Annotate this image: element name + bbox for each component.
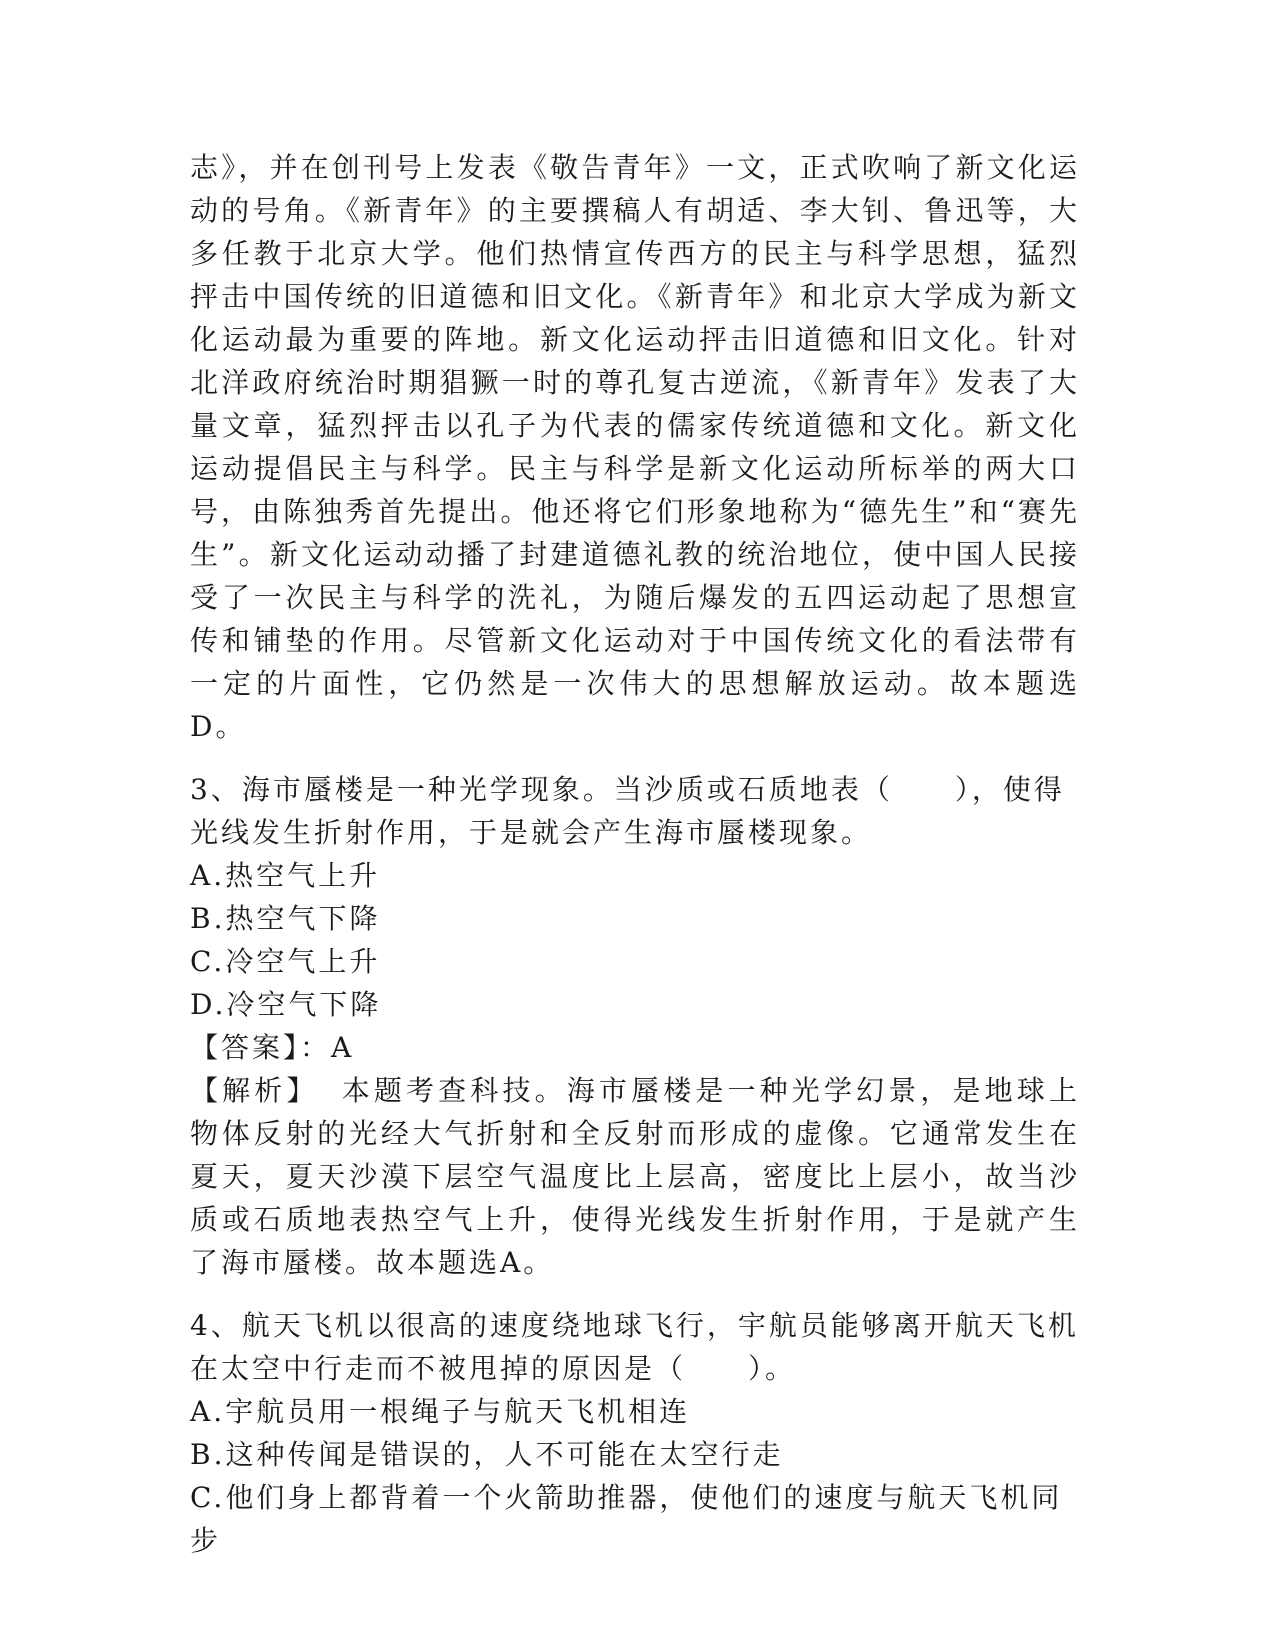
- option-a: A.宇航员用一根绳子与航天飞机相连: [190, 1395, 691, 1428]
- document-page: [190, 146, 1080, 1562]
- continuation-paragraph: 志》，并在创刊号上发表《敬告青年》一文，正式吹响了新文化运动的号角。《新青年》的主要撰稿人有胡适、李大钊、鲁迅等，大多任教于北京大学。他们热情宣传西方的民主与科学思想，猛烈抨击中国传统的旧道德和旧文化。《新青年》和北京大学成为新文化运动最为重要的阵地。新文化运动抨击旧道德和旧文化。针对北洋政府统治时期猖獗一时的尊孔复古逆流，《新青年》发表了大量文章，猛烈抨击以孔子为代表的儒家传统道德和文化。新文化运动提倡民主与科学。民主与科学是新文化运动所标举的两大口号，由陈独秀首先提出。他还将它们形象地称为“德先生”和“赛先生”。新文化运动动播了封建道德礼教的统治地位，使中国人民接受了一次民主与科学的洗礼，为随后爆发的五四运动起了思想宣传和铺垫的作用。尽管新文化运动对于中国传统文化的看法带有一定的片面性，它仍然是一次伟大的思想解放运动。故本题选D。: [190, 151, 1080, 743]
- option-c: C.他们身上都背着一个火箭助推器，使他们的速度与航天飞机同步: [190, 1481, 1063, 1557]
- answer-label: 【答案】：: [190, 1031, 332, 1064]
- question-stem: 3、海市蜃楼是一种光学现象。当沙质或石质地表（ ），使得光线发生折射作用，于是就会产生海市蜃楼现象。: [190, 773, 1065, 849]
- answer-value: A: [331, 1031, 355, 1064]
- question-stem: 4、航天飞机以很高的速度绕地球飞行，宇航员能够离开航天飞机在太空中行走而不被甩掉的原因是（ ）。: [190, 1309, 1079, 1385]
- option-a: A.热空气上升: [190, 859, 381, 892]
- option-c: C.冷空气上升: [190, 945, 381, 978]
- option-b: B.热空气下降: [190, 902, 381, 935]
- analysis-label: 【解析】: [190, 1074, 319, 1107]
- question-4: [190, 1304, 1080, 1562]
- option-b: B.这种传闻是错误的，人不可能在太空行走: [190, 1438, 784, 1471]
- question-3: [190, 768, 1080, 1284]
- analysis-paragraph: [190, 1069, 1080, 1284]
- answer-line: [190, 1026, 1080, 1069]
- option-d: D.冷空气下降: [190, 988, 382, 1021]
- analysis-text: 本题考查科技。海市蜃楼是一种光学幻景，是地球上物体反射的光经大气折射和全反射而形成的虚像。它通常发生在夏天，夏天沙漠下层空气温度比上层高，密度比上层小，故当沙质或石质地表热空气上升，使得光线发生折射作用，于是就产生了海市蜃楼。故本题选A。: [190, 1074, 1080, 1279]
